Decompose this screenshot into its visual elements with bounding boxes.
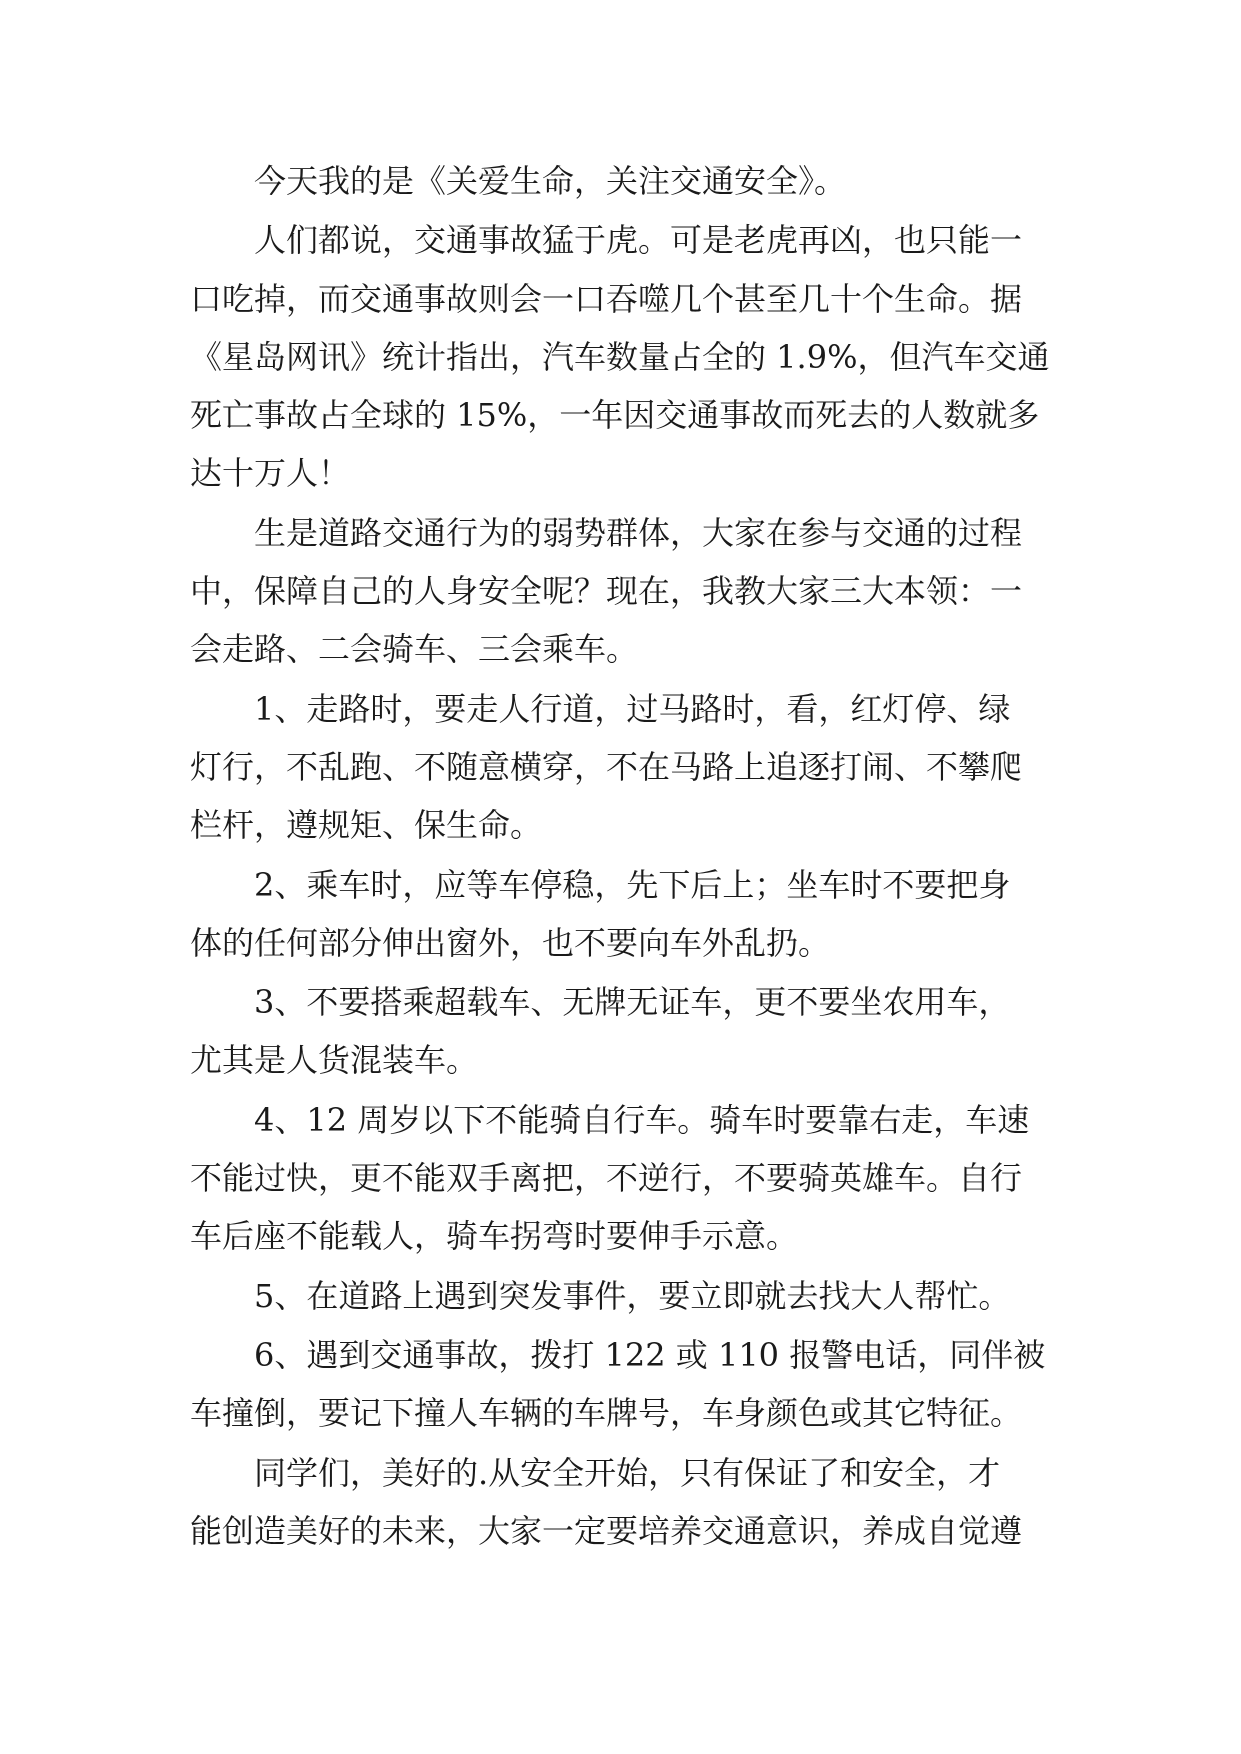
text-line: 《星岛网讯》统计指出，汽车数量占全的 1.9%，但汽车交通	[190, 337, 1050, 376]
paragraph-rule-walking	[190, 680, 1070, 855]
paragraph-title-intro	[190, 152, 1070, 210]
paragraph-rule-accident	[190, 1326, 1070, 1443]
text-line: 会走路、二会骑车、三会乘车。	[190, 630, 639, 669]
text-line: 3、不要搭乘超载车、无牌无证车，更不要坐农用车，	[190, 983, 1011, 1022]
paragraph-closing	[190, 1444, 1070, 1561]
text-line: 同学们，美好的.从安全开始，只有保证了和安全，才	[190, 1453, 1001, 1492]
text-line: 生是道路交通行为的弱势群体，大家在参与交通的过程	[190, 513, 1023, 552]
paragraph-rule-riding	[190, 856, 1070, 973]
paragraph-tiger-statistics	[190, 211, 1070, 502]
paragraph-three-skills	[190, 504, 1070, 679]
document-body	[190, 152, 1070, 1561]
text-line: 6、遇到交通事故，拨打 122 或 110 报警电话，同伴被	[190, 1335, 1046, 1374]
text-line: 体的任何部分伸出窗外，也不要向车外乱扔。	[190, 923, 831, 962]
text-line: 人们都说，交通事故猛于虎。可是老虎再凶，也只能一	[190, 221, 1023, 260]
text-line: 尤其是人货混装车。	[190, 1041, 479, 1080]
text-line: 死亡事故占全球的 15%，一年因交通事故而死去的人数就多	[190, 396, 1040, 435]
text-line: 达十万人！	[190, 454, 351, 493]
paragraph-rule-bicycle	[190, 1091, 1070, 1266]
text-line: 5、在道路上遇到突发事件，要立即就去找大人帮忙。	[190, 1276, 1011, 1315]
text-line: 今天我的是《关爱生命，关注交通安全》。	[190, 162, 847, 200]
paragraph-rule-overloaded	[190, 973, 1070, 1090]
text-line: 车后座不能载人，骑车拐弯时要伸手示意。	[190, 1217, 799, 1256]
text-line: 能创造美好的未来，大家一定要培养交通意识，养成自觉遵	[190, 1511, 1023, 1550]
text-line: 4、12 周岁以下不能骑自行车。骑车时要靠右走，车速	[190, 1100, 1030, 1139]
text-line: 2、乘车时，应等车停稳，先下后上；坐车时不要把身	[190, 865, 1011, 904]
text-line: 1、走路时，要走人行道，过马路时，看，红灯停、绿	[190, 689, 1011, 728]
text-line: 不能过快，更不能双手离把，不逆行，不要骑英雄车。自行	[190, 1159, 1023, 1198]
text-line: 灯行，不乱跑、不随意横穿，不在马路上追逐打闹、不攀爬	[190, 747, 1023, 786]
text-line: 车撞倒，要记下撞人车辆的车牌号，车身颜色或其它特征。	[190, 1394, 1023, 1433]
text-line: 中，保障自己的人身安全呢？现在，我教大家三大本领：一	[190, 572, 1023, 611]
paragraph-rule-emergency	[190, 1267, 1070, 1325]
text-line: 口吃掉，而交通事故则会一口吞噬几个甚至几十个生命。据	[190, 279, 1023, 318]
text-line: 栏杆，遵规矩、保生命。	[190, 806, 543, 845]
